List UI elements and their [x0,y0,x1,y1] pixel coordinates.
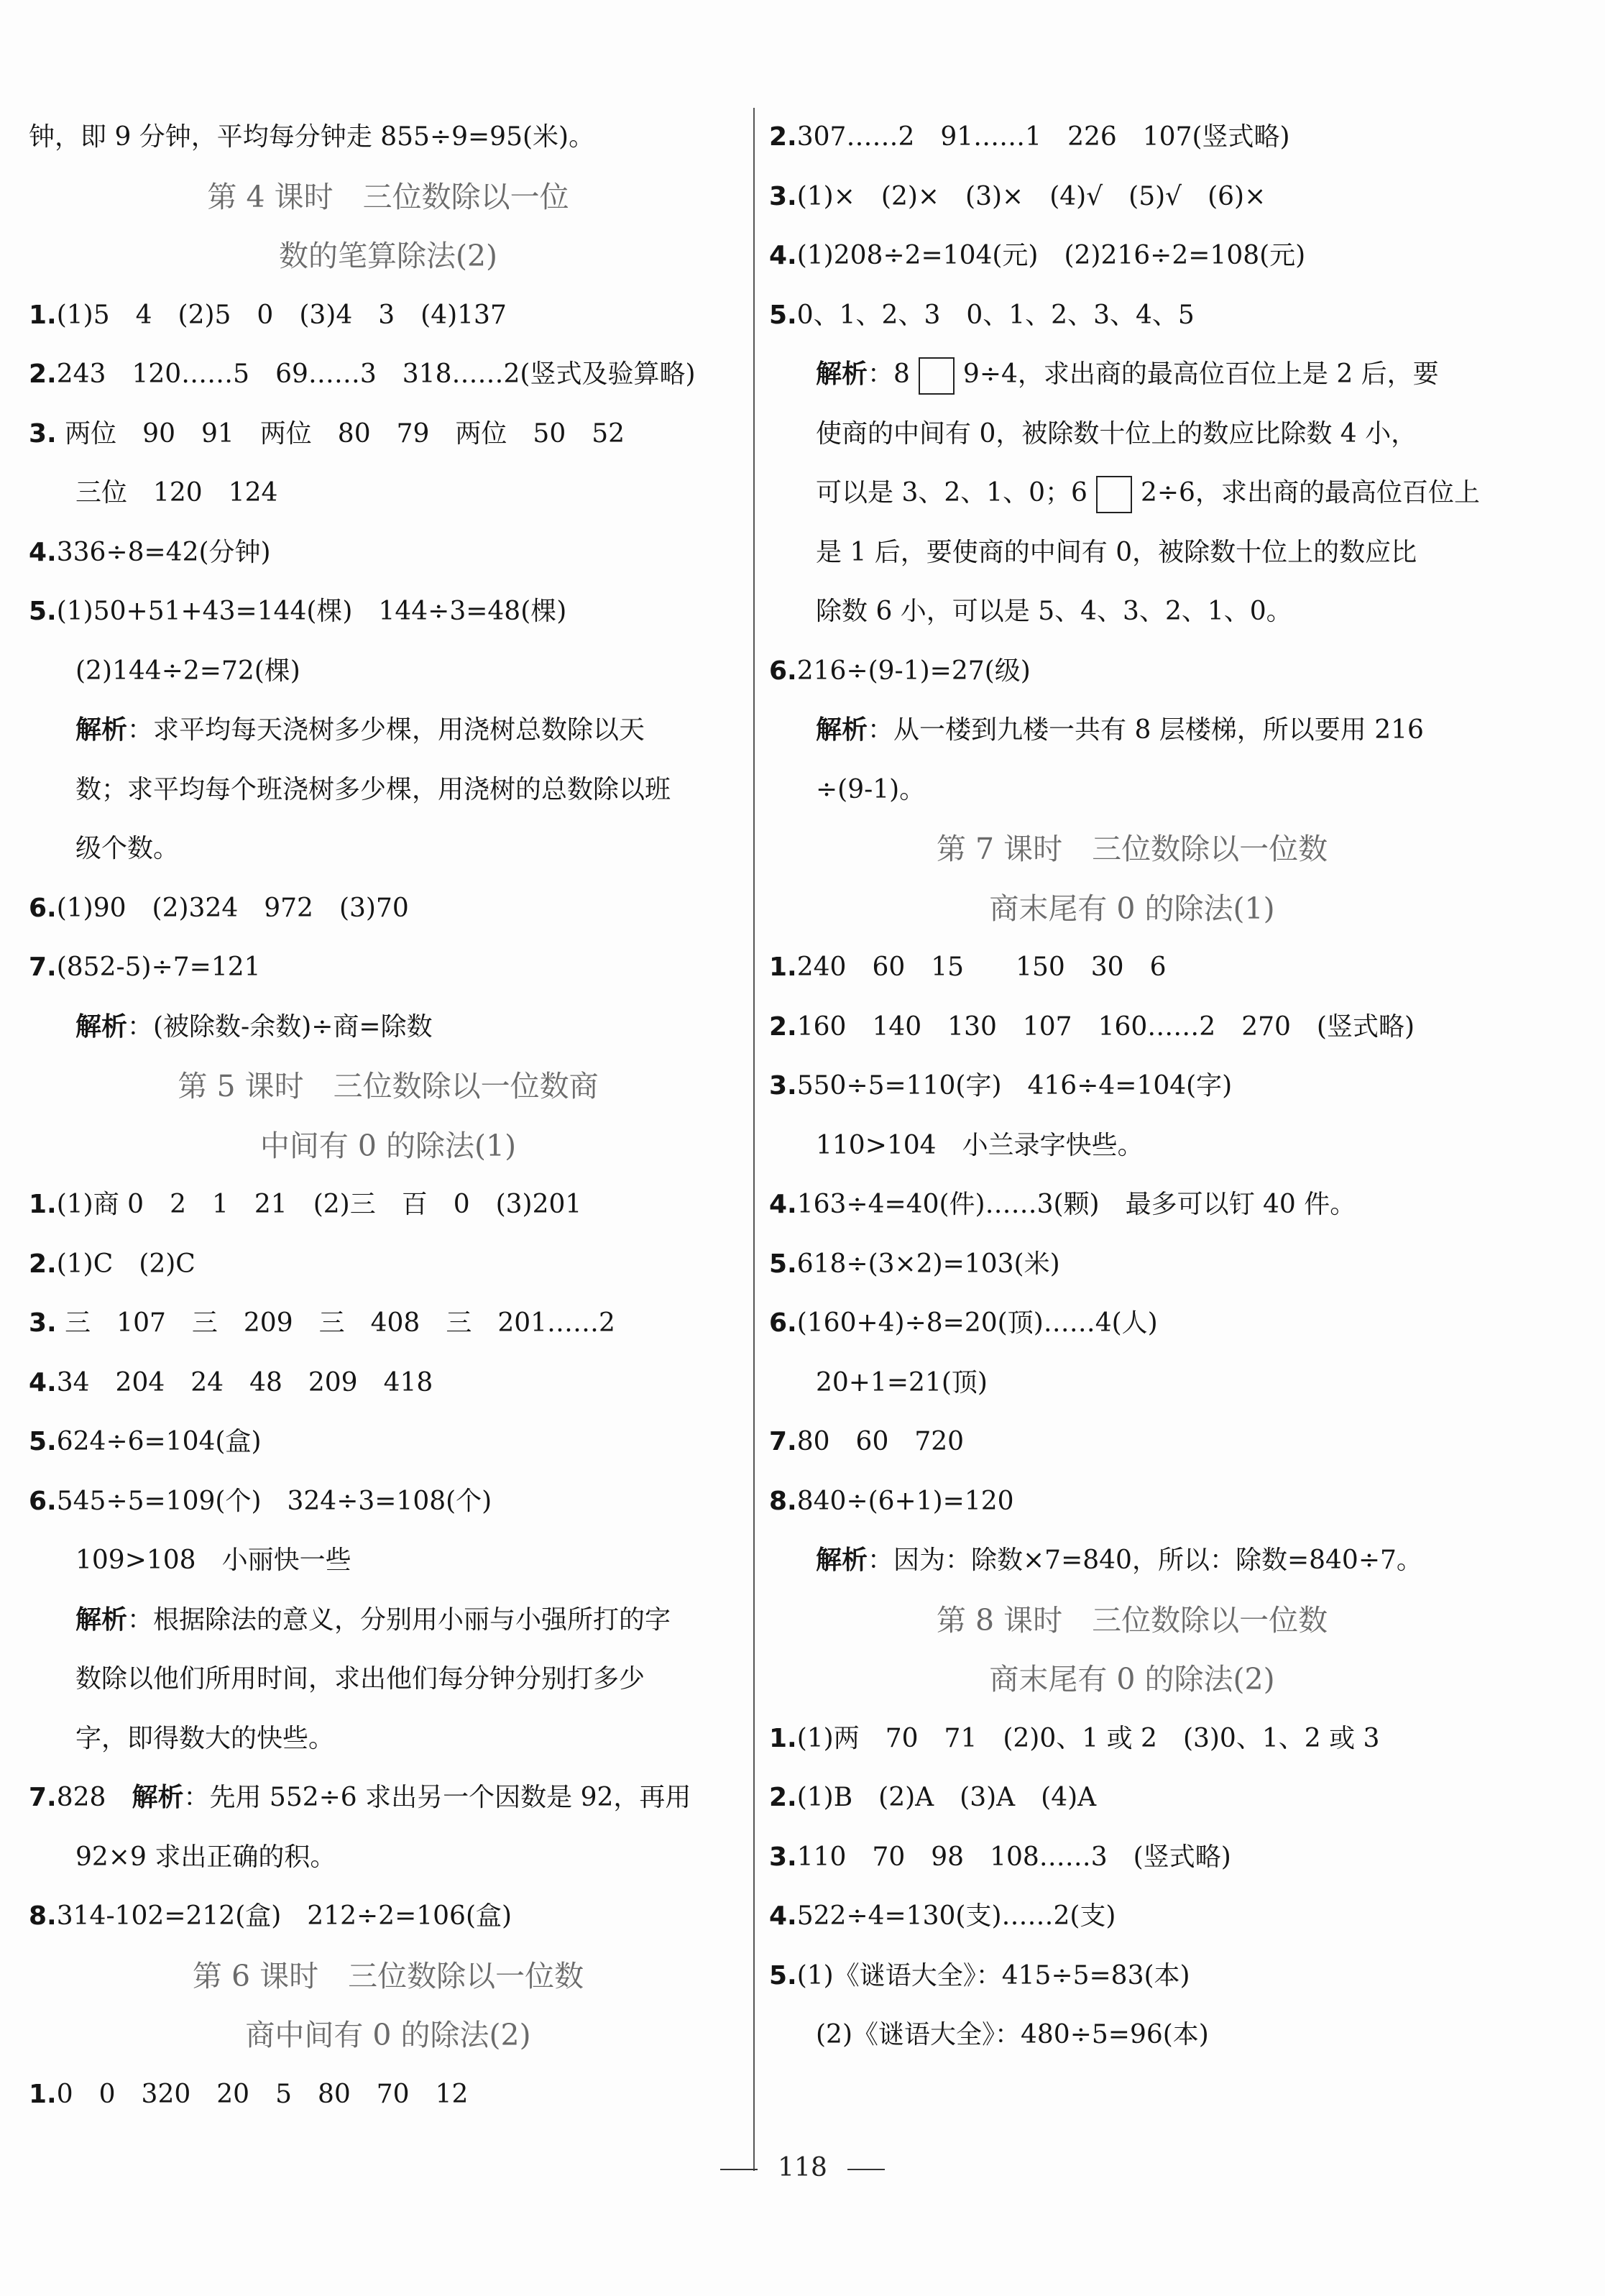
section-title: 第 7 课时 三位数除以一位数 [936,832,1328,866]
explanation-line: 使商的中间有 0，被除数十位上的数应比除数 4 小， [816,418,1417,449]
answer-line: 5.0、1、2、3 0、1、2、3、4、5 [769,300,1195,330]
answer-line: 5.(1)《谜语大全》：415÷5=83(本) [769,1960,1190,1990]
answer-line: 8.840÷(6+1)=120 [769,1486,1014,1516]
explanation-line: 数；求平均每个班浇树多少棵，用浇树的总数除以班 [75,774,671,804]
answer-line: 6.(160+4)÷8=20(顶)……4(人) [769,1308,1158,1338]
answer-line: 6.216÷(9-1)=27(级) [769,656,1031,686]
footer-dash [847,2169,885,2170]
answer-line: 7.80 60 720 [769,1427,965,1456]
answer-line: 3. 三 107 三 209 三 408 三 201……2 [29,1308,615,1338]
answer-line: 4.336÷8=42(分钟) [29,537,271,567]
answer-line: (2)《谜语大全》：480÷5=96(本) [816,2020,1209,2049]
explanation-line: 是 1 后，要使商的中间有 0，被除数十位上的数应比 [816,537,1417,567]
section-title: 中间有 0 的除法(1) [259,1128,517,1163]
explanation-line: 解析：从一楼到九楼一共有 8 层楼梯，所以要用 216 [816,715,1424,745]
answer-line: 4.(1)208÷2=104(元) (2)216÷2=108(元) [769,241,1306,270]
answer-line: 109>108 小丽快一些 [75,1546,351,1575]
page-footer [0,2153,1605,2182]
footer-dash [720,2169,758,2170]
section-title: 第 6 课时 三位数除以一位数 [192,1958,584,1993]
explanation-line: 级个数。 [75,834,180,863]
explanation-line: 解析：8 9÷4，求出商的最高位百位上是 2 后，要 [769,345,1495,405]
answer-line: 1.240 60 15 150 30 6 [769,952,1167,982]
section-title: 第 8 课时 三位数除以一位数 [936,1602,1328,1638]
section-title: 商末尾有 0 的除法(2) [989,1662,1275,1696]
answer-line: 5.624÷6=104(盒) [29,1427,262,1456]
answer-line: 1.(1)5 4 (2)5 0 (3)4 3 (4)137 [29,300,507,330]
explanation-line: 可以是 3、2、1、0；6 2÷6，求出商的最高位百位上 [769,464,1495,523]
explanation-line: 数除以他们所用时间，求出他们每分钟分别打多少 [75,1664,645,1694]
answer-line: 7.828 解析：先用 552÷6 求出另一个因数是 92，再用 [29,1783,691,1812]
explanation-line: 解析：求平均每天浇树多少棵，用浇树总数除以天 [75,715,645,745]
blank-box [919,357,955,395]
answer-line: 6.(1)90 (2)324 972 (3)70 [29,893,409,923]
answer-line: 110>104 小兰录字快些。 [816,1130,1144,1160]
answer-line: 4.34 204 24 48 209 418 [29,1367,433,1397]
answer-line: 8.314-102=212(盒) 212÷2=106(盒) [29,1901,512,1931]
left-column [29,108,748,2124]
answer-line: 20+1=21(顶) [816,1367,988,1397]
section-title: 第 5 课时 三位数除以一位数商 [178,1069,599,1103]
explanation-line: 解析：因为：除数×7=840，所以：除数=840÷7。 [816,1546,1422,1575]
answer-line: 1.0 0 320 20 5 80 70 12 [29,2079,469,2109]
answer-line: 1.(1)商 0 2 1 21 (2)三 百 0 (3)201 [29,1190,582,1219]
answer-line: 4.163÷4=40(件)……3(颗) 最多可以钉 40 件。 [769,1190,1356,1219]
answer-line: 5.(1)50+51+43=144(棵) 144÷3=48(棵) [29,597,567,626]
answer-line: 3.110 70 98 108……3 (竖式略) [769,1842,1231,1872]
answer-line: 1.(1)两 70 71 (2)0、1 或 2 (3)0、1、2 或 3 [769,1723,1380,1753]
text-line: 钟，即 9 分钟，平均每分钟走 855÷9=95(米)。 [29,122,595,152]
answer-line: 3.550÷5=110(字) 416÷4=104(字) [769,1071,1233,1101]
answer-line: 3.(1)× (2)× (3)× (4)√ (5)√ (6)× [769,181,1266,211]
answer-line: 2.307……2 91……1 226 107(竖式略) [769,122,1290,152]
explanation-line: 解析：(被除数-余数)÷商=除数 [75,1011,433,1042]
column-divider [753,108,755,2171]
answer-line: 7.(852-5)÷7=121 [29,952,261,982]
answer-line: 4.522÷4=130(支)……2(支) [769,1901,1116,1931]
answer-line: (2)144÷2=72(棵) [75,656,300,686]
answer-line: 2.(1)B (2)A (3)A (4)A [769,1783,1097,1812]
answer-line: 6.545÷5=109(个) 324÷3=108(个) [29,1486,492,1516]
section-title: 商末尾有 0 的除法(1) [989,891,1275,926]
section-title: 商中间有 0 的除法(2) [245,2018,531,2052]
answer-line: 2.160 140 130 107 160……2 270 (竖式略) [769,1011,1415,1042]
explanation-line: 解析：根据除法的意义，分别用小丽与小强所打的字 [75,1604,671,1635]
answer-line: 3. 两位 90 91 两位 80 79 两位 50 52 [29,418,625,449]
right-column [769,108,1495,2065]
section-title: 第 4 课时 三位数除以一位 [207,179,569,214]
page-number: 118 [778,2153,827,2182]
explanation-line: 除数 6 小，可以是 5、4、3、2、1、0。 [816,597,1292,626]
answer-line: 5.618÷(3×2)=103(米) [769,1249,1060,1279]
answer-line: 三位 120 124 [75,478,278,508]
answer-line: 2.(1)C (2)C [29,1249,196,1279]
explanation-line: ÷(9-1)。 [816,774,926,804]
explanation-line: 字，即得数大的快些。 [75,1723,335,1753]
section-title: 数的笔算除法(2) [278,239,498,273]
answer-line: 2.243 120……5 69……3 318……2(竖式及验算略) [29,359,696,389]
blank-box [1096,476,1132,513]
explanation-line: 92×9 求出正确的积。 [75,1842,336,1872]
